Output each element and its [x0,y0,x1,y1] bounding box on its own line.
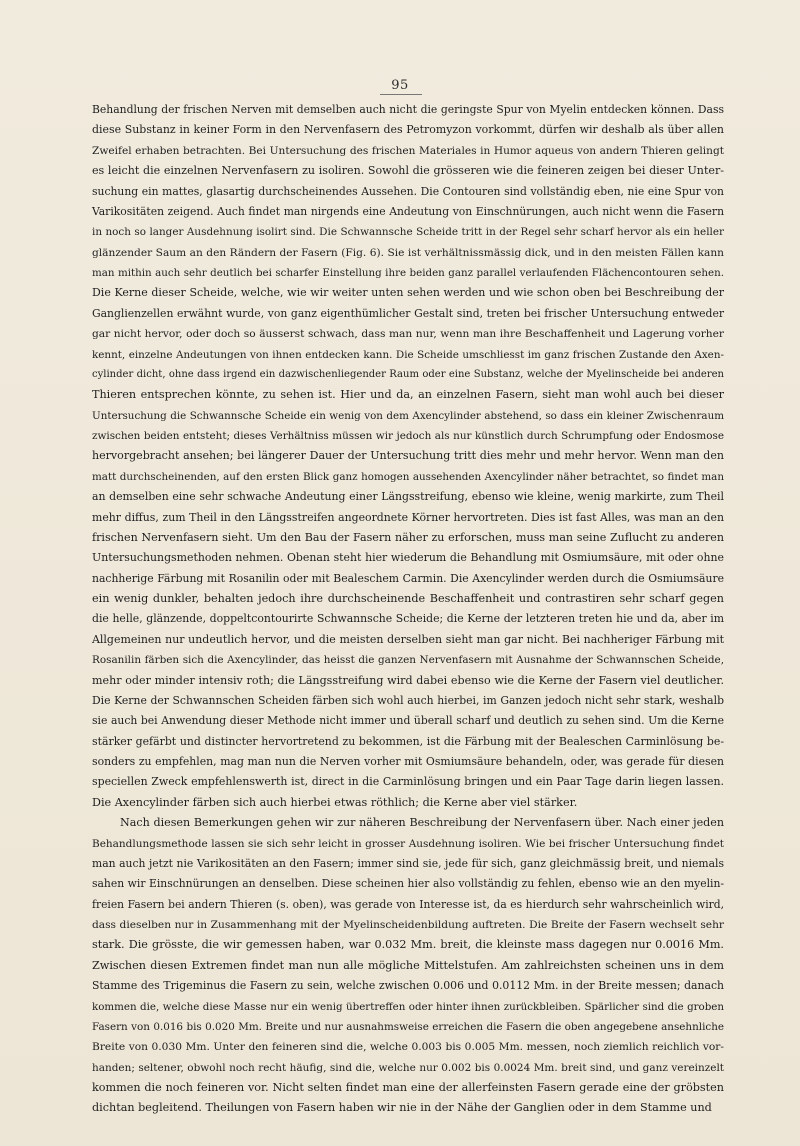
text-line: glänzender Saum an den Rändern der Fasern (Fig. 6). Sie ist verhältnissmässig dick, und in den meisten Fällen kann [92,245,724,259]
body-text [92,100,724,1119]
text-line: sahen wir Einschnürungen an denselben. Diese scheinen hier also vollständig zu fehlen, ebenso wie an den myelin- [92,877,724,891]
text-line: stärker gefärbt und distincter hervortretend zu bekommen, ist die Färbung mit der Bealeschen Carminlösung be- [92,734,724,748]
text-line: dichtan begleitend. Theilungen von Fasern haben wir nie in der Nähe der Ganglien oder in dem Stamme und [92,1101,712,1115]
text-line: Die Kerne dieser Scheide, welche, wie wir weiter unten sehen werden und wie schon oben bei Beschreibung der [92,286,724,300]
text-line: gar nicht hervor, oder doch so äusserst schwach, dass man nur, wenn man ihre Beschaffenheit und Lagerung vorher [92,327,724,341]
text-line: Zweifel erhaben betrachten. Bei Untersuchung des frischen Materiales in Humor aqueus von andern Thieren gelingt [92,144,724,157]
text-line: nachherige Färbung mit Rosanilin oder mit Bealeschem Carmin. Die Axencylinder werden durch die Osmiumsäure [92,571,724,585]
text-line: sonders zu empfehlen, mag man nun die Nerven vorher mit Osmiumsäure behandeln, oder, was gerade für diesen [92,755,724,768]
text-line: die helle, glänzende, doppeltcontourirte Schwannsche Scheide; die Kerne der letzteren treten hie und da, aber im [92,612,724,626]
text-line: freien Fasern bei andern Thieren (s. oben), was gerade von Interesse ist, da es hierdurch sehr wahrscheinlich wird, [92,897,724,911]
text-line: mehr oder minder intensiv roth; die Längsstreifung wird dabei ebenso wie die Kerne der Fasern viel deutlicher. [92,673,724,687]
text-line: kennt, einzelne Andeutungen von ihnen entdecken kann. Die Scheide umschliesst im ganz frischen Zustande den Axen- [92,348,724,361]
text-line: es leicht die einzelnen Nervenfasern zu isoliren. Sowohl die grösseren wie die feineren zeigen bei dieser Unter- [92,164,724,178]
text-line: speciellen Zweck empfehlenswerth ist, direct in die Carminlösung bringen und ein Paar Tage darin liegen lassen. [92,775,724,789]
text-line: Zwischen diesen Extremen findet man nun alle mögliche Mittelstufen. Am zahlreichsten scheinen uns in dem [92,958,724,972]
text-line: Thieren entsprechen könnte, zu sehen ist. Hier und da, an einzelnen Fasern, sieht man wohl auch bei dieser [92,388,724,402]
text-line: zwischen beiden entsteht; dieses Verhältniss müssen wir jedoch als nur künstlich durch Schrumpfung oder Endosmose [92,430,724,442]
text-line: handen; seltener, obwohl noch recht häufig, sind die, welche nur 0.002 bis 0.0024 Mm. breit sind, und ganz vereinzelt [92,1061,724,1074]
text-line: mehr diffus, zum Theil in den Längsstreifen angeordnete Körner hervortreten. Dies ist fast Alles, was man an den [92,510,724,524]
text-line: Varikositäten zeigend. Auch findet man nirgends eine Andeutung von Einschnürungen, auch nicht wenn die Fasern [92,204,724,218]
text-line: diese Substanz in keiner Form in den Nervenfasern des Petromyzon vorkommt, dürfen wir deshalb als über allen [92,123,724,137]
text-line: Ganglienzellen erwähnt wurde, von ganz eigenthümlicher Gestalt sind, treten bei frischer Untersuchung entweder [92,306,724,320]
text-line: man mithin auch sehr deutlich bei scharfer Einstellung ihre beiden ganz parallel verlaufenden Flächencontouren sehen. [92,267,724,279]
text-line: kommen die noch feineren vor. Nicht selten findet man eine der allerfeinsten Fasern gerade eine der gröbsten [92,1081,724,1094]
text-line: Die Kerne der Schwannschen Scheiden färben sich wohl auch hierbei, im Ganzen jedoch nicht sehr stark, weshalb [92,693,724,707]
text-line: Rosanilin färben sich die Axencylinder, das heisst die ganzen Nervenfasern mit Ausnahme der Schwannschen Scheide, [92,654,724,667]
text-line: stark. Die grösste, die wir gemessen haben, war 0.032 Mm. breit, die kleinste mass dagegen nur 0.0016 Mm. [92,938,724,952]
text-line: Breite von 0.030 Mm. Unter den feineren sind die, welche 0.003 bis 0.005 Mm. messen, noch ziemlich reichlich vor- [92,1040,724,1054]
text-line: matt durchscheinenden, auf den ersten Blick ganz homogen aussehenden Axencylinder näher betrachtet, so findet man [92,470,724,483]
text-line: Behandlung der frischen Nerven mit demselben auch nicht die geringste Spur von Myelin entdecken können. Dass [92,103,724,116]
text-line: sie auch bei Anwendung dieser Methode nicht immer und überall scharf und deutlich zu sehen sind. Um die Kerne [92,714,724,728]
text-line: in noch so langer Ausdehnung isolirt sind. Die Schwannsche Scheide tritt in der Regel sehr scharf hervor als ein heller [92,226,724,239]
text-line: Allgemeinen nur undeutlich hervor, und die meisten derselben sieht man gar nicht. Bei nachheriger Färbung mit [92,632,724,646]
text-line: Die Axencylinder färben sich auch hierbei etwas röthlich; die Kerne aber viel stärker. [92,795,578,809]
text-line: hervorgebracht ansehen; bei längerer Dauer der Untersuchung tritt dies mehr und mehr hervor. Wenn man den [92,449,724,463]
text-line: ein wenig dunkler, behalten jedoch ihre durchscheinende Beschaffenheit und contrastiren sehr scharf gegen [92,592,724,605]
text-line: Stamme des Trigeminus die Fasern zu sein, welche zwischen 0.006 und 0.0112 Mm. in der Breite messen; danach [92,979,724,993]
text-line: Untersuchung die Schwannsche Scheide ein wenig von dem Axencylinder abstehend, so dass ein kleiner Zwischenraum [92,409,724,422]
page-number-rule [380,94,422,95]
text-line: Fasern von 0.016 bis 0.020 Mm. Breite und nur ausnahmsweise erreichen die Fasern die oben angegebene ansehnliche [92,1020,724,1033]
text-line: suchung ein mattes, glasartig durchscheinendes Aussehen. Die Contouren sind vollständig eben, nie eine Spur von [92,184,724,198]
text-line: Behandlungsmethode lassen sie sich sehr leicht in grosser Ausdehnung isoliren. Wie bei frischer Untersuchung findet [92,837,724,850]
text-line: cylinder dicht, ohne dass irgend ein dazwischenliegender Raum oder eine Substanz, welche der Myelinscheide bei anderen [92,368,724,380]
text-line: Untersuchungsmethoden nehmen. Obenan steht hier wiederum die Behandlung mit Osmiumsäure, mit oder ohne [92,551,724,565]
page-number: 95 [391,78,409,93]
text-line: frischen Nervenfasern sieht. Um den Bau der Fasern näher zu erforschen, muss man seine Zuflucht zu anderen [92,530,724,544]
text-line: man auch jetzt nie Varikositäten an den Fasern; immer sind sie, jede für sich, ganz gleichmässig breit, und niemals [92,856,724,870]
text-line: an demselben eine sehr schwache Andeutung einer Längsstreifung, ebenso wie kleine, wenig markirte, zum Theil [92,490,724,504]
text-line: Nach diesen Bemerkungen gehen wir zur näheren Beschreibung der Nervenfasern über. Nach einer jeden [120,816,724,830]
text-line: dass dieselben nur in Zusammenhang mit der Myelinscheidenbildung auftreten. Die Breite der Fasern wechselt sehr [92,918,724,931]
text-line: kommen die, welche diese Masse nur ein wenig übertreffen oder hinter ihnen zurückbleiben. Spärlicher sind die groben [92,1000,724,1013]
